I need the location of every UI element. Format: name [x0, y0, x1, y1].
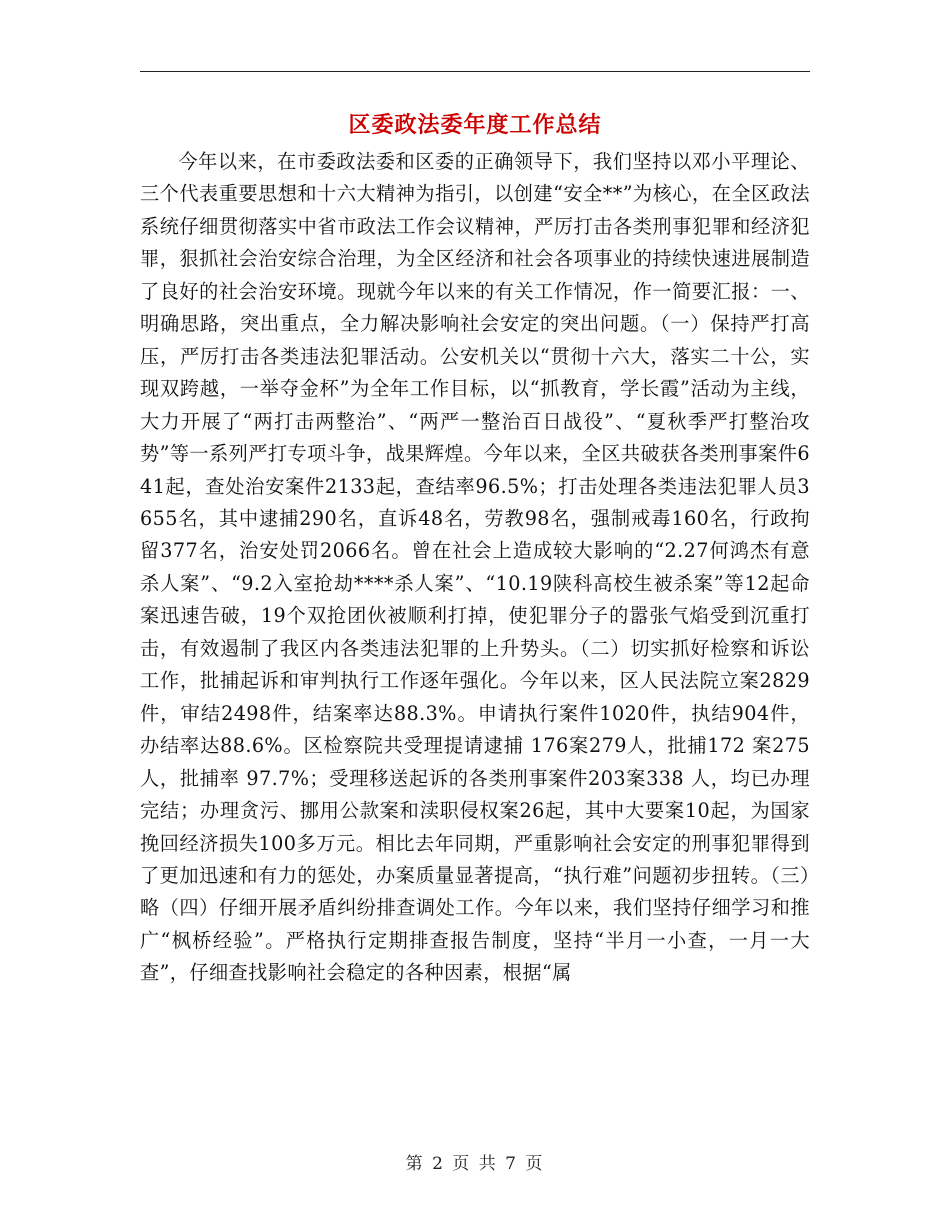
document-title: 区委政法委年度工作总结 — [348, 113, 602, 138]
page-number-footer: 第 2 页 共 7 页 — [405, 1154, 545, 1174]
header-rule — [140, 71, 810, 72]
body-paragraph: 今年以来，在市委政法委和区委的正确领导下，我们坚持以邓小平理论、三个代表重要思想和十六大精神为指引，以创建“安全**”为核心，在全区政法系统仔细贯彻落实中省市政法工作会议精神，严厉打击各类刑事犯罪和经济犯罪，狠抓社会治安综合治理，为全区经济和社会各项事业的持续快速进展制造了良好的社会治安环境。现就今年以来的有关工作情况，作一简要汇报：一、明确思路，突出重点，全力解决影响社会安定的突出问题。（一）保持严打高压，严厉打击各类违法犯罪活动。公安机关以“贯彻十六大，落实二十公，实现双跨越，一举夺金杯”为全年工作目标，以“抓教育，学长霞”活动为主线，大力开展了“两打击两整治”、“两严一整治百日战役”、“夏秋季严打整治攻势”等一系列严打专项斗争，战果辉煌。今年以来，全区共破获各类刑事案件641起，查处治安案件2133起，查结率96.5%；打击处理各类违法犯罪人员3655名，其中逮捕290名，直诉48名，劳教98名，强制戒毒160名，行政拘留377名，治安处罚2066名。曾在社会上造成较大影响的“2.27何鸿杰有意杀人案”、“9.2入室抢劫****杀人案”、“10.19陕科高校生被杀案”等12起命案迅速告破，19个双抢团伙被顺利打掉，使犯罪分子的嚣张气焰受到沉重打击，有效遏制了我区内各类违法犯罪的上升势头。（二）切实抓好检察和诉讼工作，批捕起诉和审判执行工作逐年强化。今年以来，区人民法院立案2829 件，审结2498件，结案率达88.3%。申请执行案件1020件，执结904件，办结率达88.6%。区检察院共受理提请逮捕 176案279人，批捕172 案275人，批捕率 97.7%；受理移送起诉的各类刑事案件203案338 人，均已办理完结；办理贪污、挪用公款案和渎职侵权案26起，其中大要案10起，为国家挽回经济损失100多万元。相比去年同期，严重影响社会安定的刑事犯罪得到了更加迅速和有力的惩处，办案质量显著提高，“执行难”问题初步扭转。（三）略（四）仔细开展矛盾纠纷排查调处工作。今年以来，我们坚持仔细学习和推广“枫桥经验”。严格执行定期排查报告制度，坚持“半月一小查，一月一大查”，仔细查找影响社会稳定的各种因素，根据“属 — [140, 150, 810, 985]
